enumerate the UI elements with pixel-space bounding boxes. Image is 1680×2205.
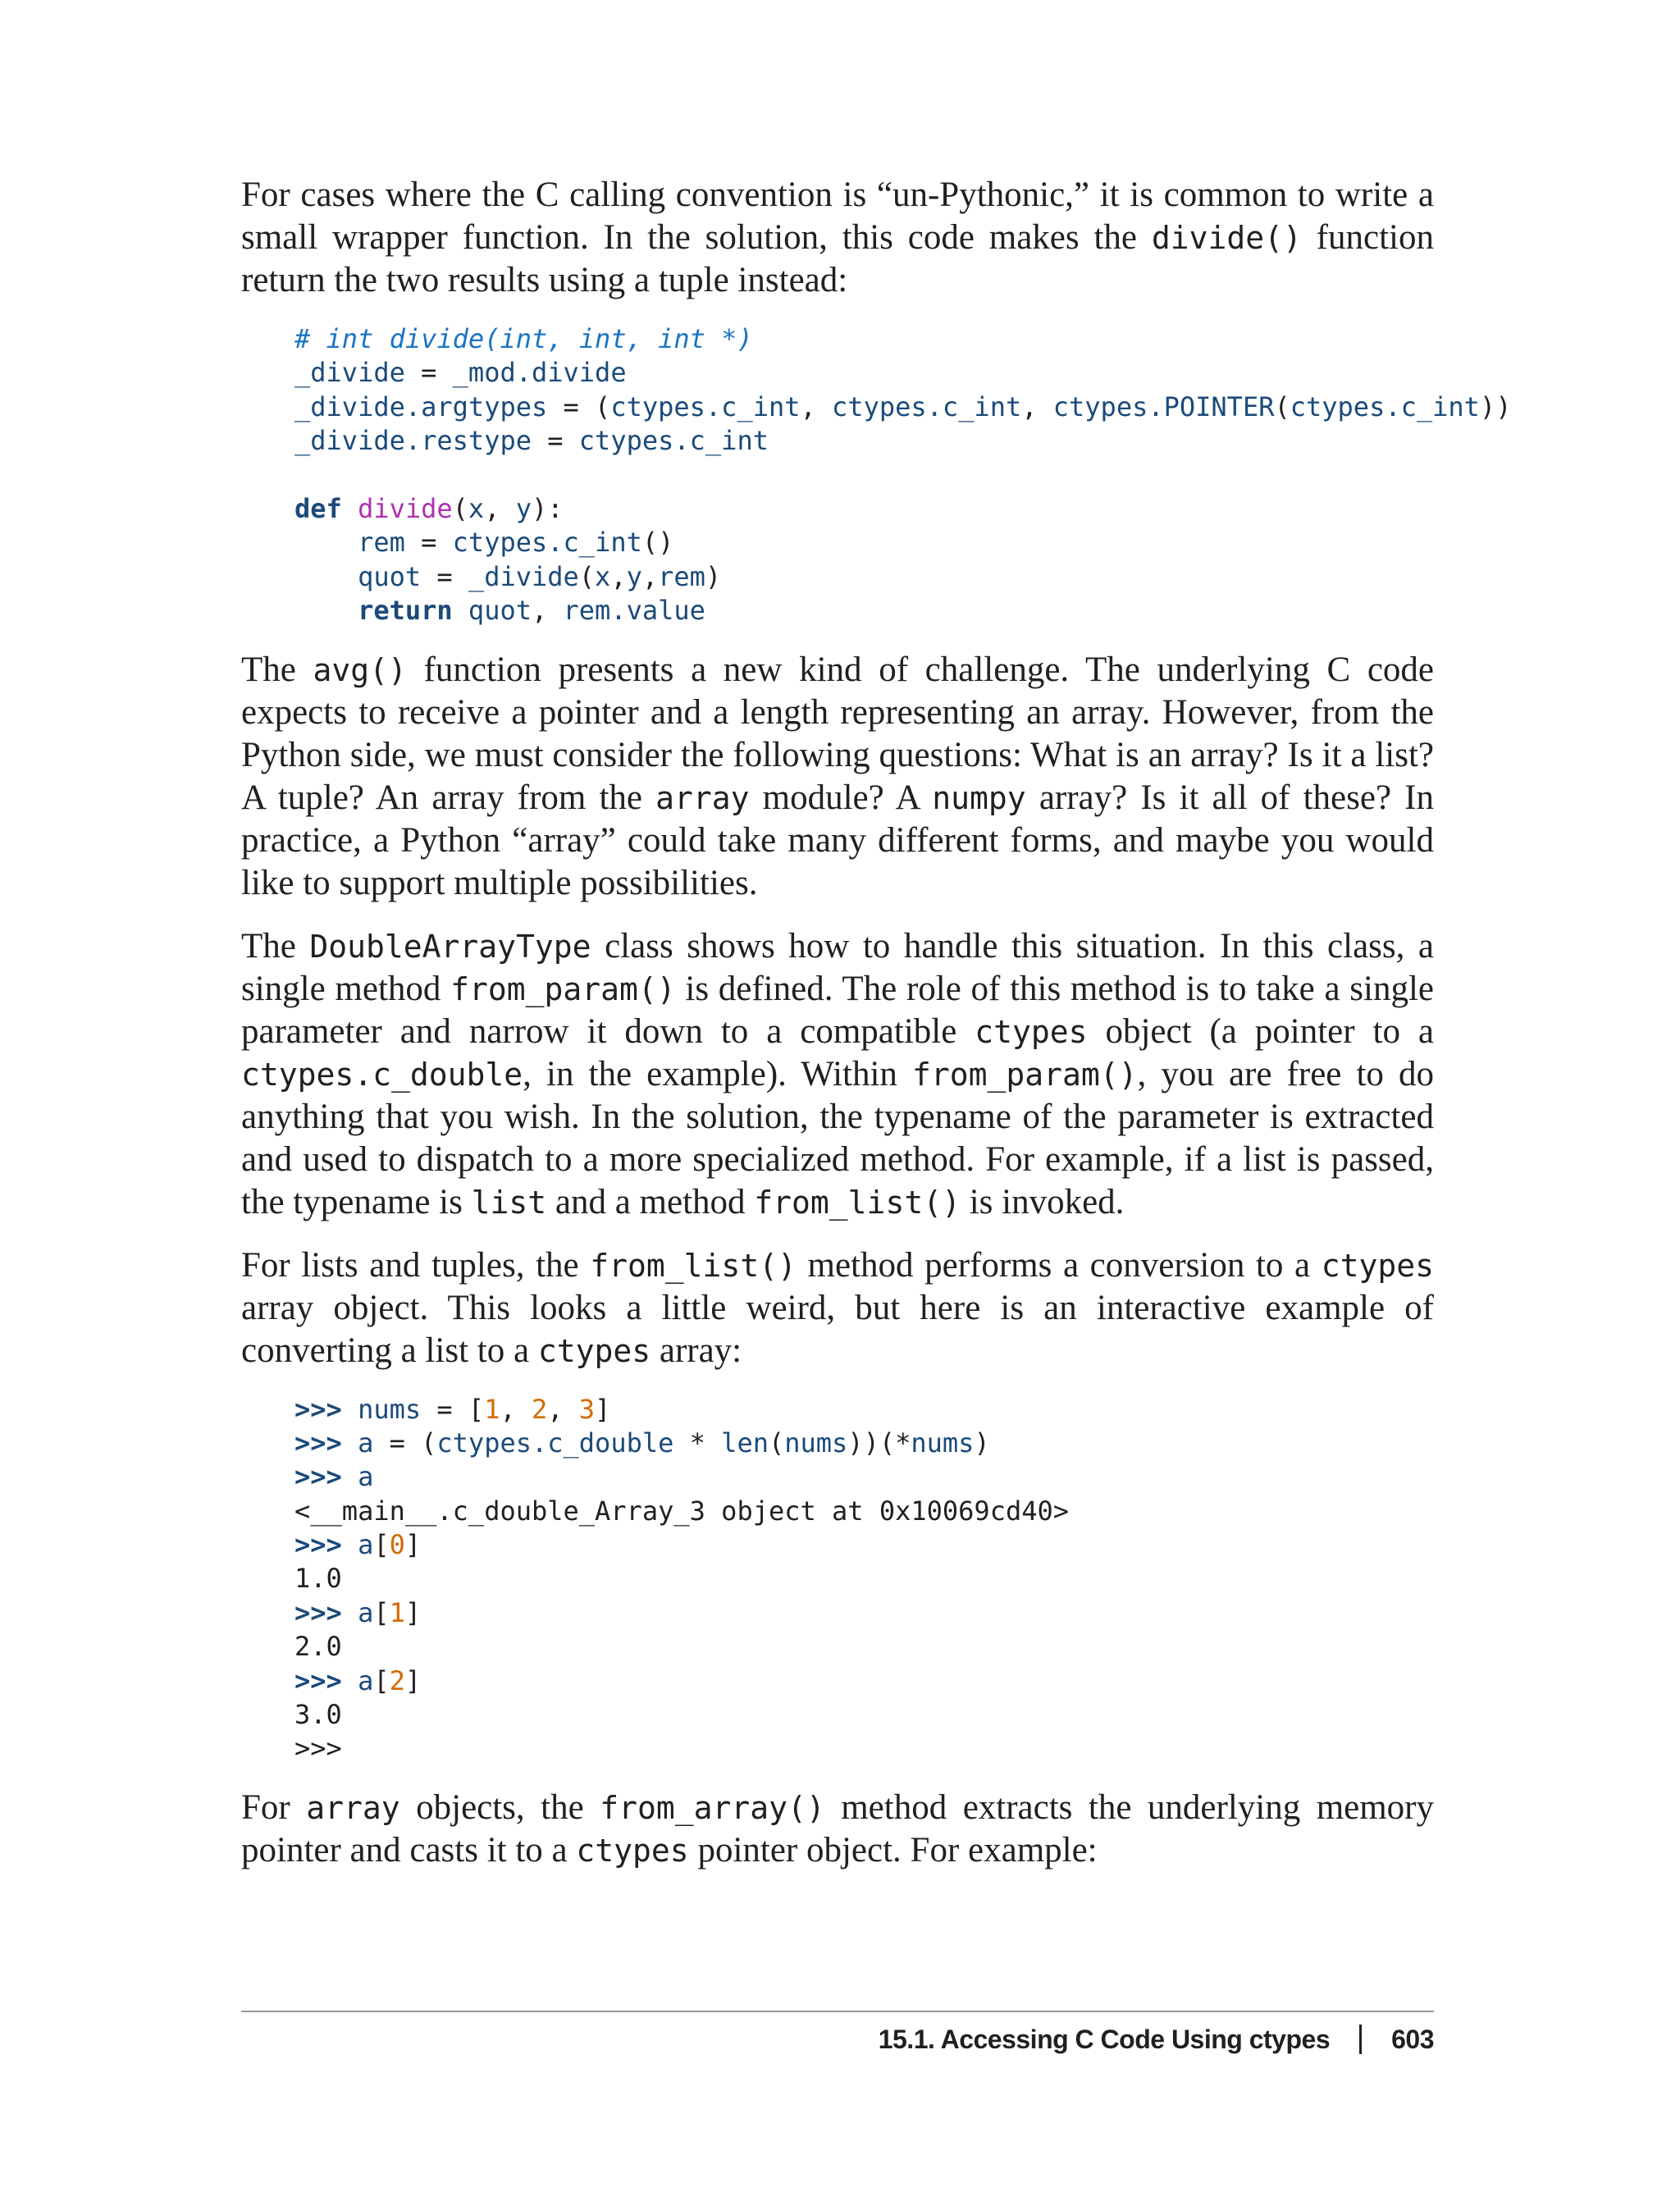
paragraph-wrapper-intro [241,174,1434,302]
inline-code: ctypes [975,1013,1088,1050]
code-token: return [358,595,453,627]
code-token: ctypes.c_int [578,425,769,457]
code-line [294,1460,1434,1494]
code-line: >>> a = (ctypes.c_double * len(nums))(*nums) [294,1427,990,1459]
code-token: rem.value [563,595,705,627]
code-prompt: >>> [294,1393,342,1425]
code-token: y [626,560,642,592]
code-prompt: >>> [294,1461,342,1493]
code-output: 3.0 [294,1699,342,1731]
code-token: nums [358,1393,422,1425]
code-token: _divide [294,357,405,389]
code-line: # int divide(int, int, int *) [294,323,753,354]
text-run: objects, the [399,1787,600,1827]
code-token: 1 [389,1596,405,1628]
footer-section-title: 15.1. Accessing C Code Using ctypes [878,2025,1331,2054]
code-token: _divide [468,560,579,592]
code-token: ctypes.c_int [610,390,801,422]
code-prompt: >>> [294,1664,342,1696]
text-run: function presents a new kind of challenge. The underlying C code expects to receive a pointer and a length representing an array. However, from the Python side, we must consider the following questions: What is an array? Is it a list? A tuple? An array from the [241,650,1434,817]
code-line: >>> nums = [1, 2, 3] [294,1393,611,1425]
inline-code: from_param() [912,1056,1138,1093]
code-token: ctypes.POINTER [1052,390,1275,422]
inline-code: list [471,1184,547,1221]
page-number: 603 [1391,2025,1434,2054]
code-output: 2.0 [294,1631,342,1663]
text-run: pointer object. For example: [688,1830,1098,1869]
code-token: ctypes.c_double [436,1427,674,1459]
inline-code: ctypes [537,1332,651,1369]
inline-code: divide() [1151,220,1302,256]
code-token: nums [911,1427,975,1459]
text-run: array object. This looks a little weird, but here is an interactive example of converting a list to a [241,1288,1434,1370]
code-token: 2 [389,1664,405,1696]
text-run: , you are free to do anything that you wish. In the solution, the typename of the parameter is extracted and used to dispatch to a more specialized method. For example, if a list is passed, the typename is [241,1054,1434,1221]
paragraph-avg [241,649,1434,905]
text-run: and a method [546,1182,755,1221]
inline-code: numpy [932,779,1026,816]
text-run: is invoked. [960,1182,1125,1221]
code-token: a [358,1461,374,1493]
code-token: ctypes.c_int [1290,390,1480,422]
code-block-divide [294,322,1512,628]
code-token: _divide.restype [294,425,532,457]
code-token: _divide.argtypes [294,390,548,422]
code-token: a [358,1529,374,1561]
code-token: len [721,1427,769,1459]
code-line: rem = ctypes.c_int() [358,527,674,559]
code-token: def [294,492,342,524]
code-token: x [468,492,485,524]
inline-code: ctypes [576,1832,689,1869]
text-run: For cases where the C calling convention is “un-Pythonic,” it is common to write a small wrapper function. In the solution, this code makes the [241,176,1434,257]
code-token: 2 [531,1393,548,1425]
code-line-blank [294,459,1434,492]
code-token: 1 [484,1393,500,1425]
code-token: x [595,560,611,592]
code-line: >>> a[0] [294,1529,422,1561]
footer-divider [241,2011,1434,2012]
inline-code: from_list() [754,1184,961,1221]
footer-separator [1359,2025,1362,2054]
text-run: For lists and tuples, the [241,1245,591,1285]
text-run: The [241,926,310,966]
inline-code: DoubleArrayType [309,928,591,965]
code-token: _mod.divide [452,357,627,389]
code-token: quot [358,560,422,592]
code-prompt: >>> [294,1427,342,1459]
code-token: rem [358,527,405,559]
code-token: 0 [389,1529,405,1561]
inline-code: from_array() [600,1789,825,1826]
inline-code: from_param() [450,970,676,1007]
inline-code: from_list() [590,1247,797,1284]
page-body [241,174,1512,1872]
inline-code: array [655,779,750,816]
text-run: object (a pointer to a [1087,1011,1434,1051]
text-run: The [241,650,313,689]
paragraph-from-array [241,1787,1434,1872]
text-run: class shows how to handle this situation. In this class, a single method [241,926,1434,1008]
text-run: array? Is it all of these? In practice, a Python “array” could take many different forms, and maybe you would like to support multiple possibilities. [241,778,1434,902]
code-token: ctypes.c_int [452,527,642,559]
code-token: y [515,492,532,524]
code-line: def divide(x, y): [294,492,564,524]
code-block-interactive [294,1393,1434,1766]
code-token: 3 [578,1393,596,1425]
code-output: <__main__.c_double_Array_3 object at 0x10069cd40> [294,1495,1070,1527]
code-line: quot = _divide(x,y,rem) [358,560,722,592]
code-line: _divide.restype = ctypes.c_int [294,425,769,457]
code-line: _divide = _mod.divide [294,357,627,389]
inline-code: ctypes.c_double [241,1056,523,1093]
inline-code: avg() [313,651,407,688]
code-line: >>> a[1] [294,1596,422,1628]
code-line: >>> a[2] [294,1664,422,1696]
code-token: a [358,1596,374,1628]
code-token: ctypes.c_int [832,390,1022,422]
code-prompt: >>> [294,1596,342,1628]
page-footer [879,2023,1434,2056]
text-run: is defined. The role of this method is to take a single parameter and narrow it down to a compatible [241,969,1434,1051]
text-run: method extracts the underlying memory pointer and casts it to a [241,1787,1435,1869]
text-run: , in the example). Within [523,1054,912,1093]
text-run: array: [651,1331,742,1370]
paragraph-doublearraytype [241,925,1434,1224]
code-line: >>> [294,1732,342,1764]
code-token: rem [658,560,705,592]
paragraph-from-list [241,1244,1434,1372]
code-token: a [358,1427,374,1459]
code-token: divide [358,492,453,524]
text-run: For [241,1787,307,1827]
text-run: function return the two results using a tuple instead: [241,218,1434,299]
inline-code: ctypes [1321,1247,1434,1284]
text-run: module? A [749,778,933,817]
code-line: _divide.argtypes = (ctypes.c_int, ctypes.c_int, ctypes.POINTER(ctypes.c_int)) [294,390,1512,422]
inline-code: array [306,1789,400,1826]
code-token: nums [784,1427,848,1459]
code-prompt: >>> [294,1529,342,1561]
code-output: 1.0 [294,1563,342,1595]
text-run: method performs a conversion to a [796,1245,1322,1285]
code-token: a [358,1664,374,1696]
code-line: return quot, rem.value [358,595,705,627]
code-token: quot [468,595,532,627]
